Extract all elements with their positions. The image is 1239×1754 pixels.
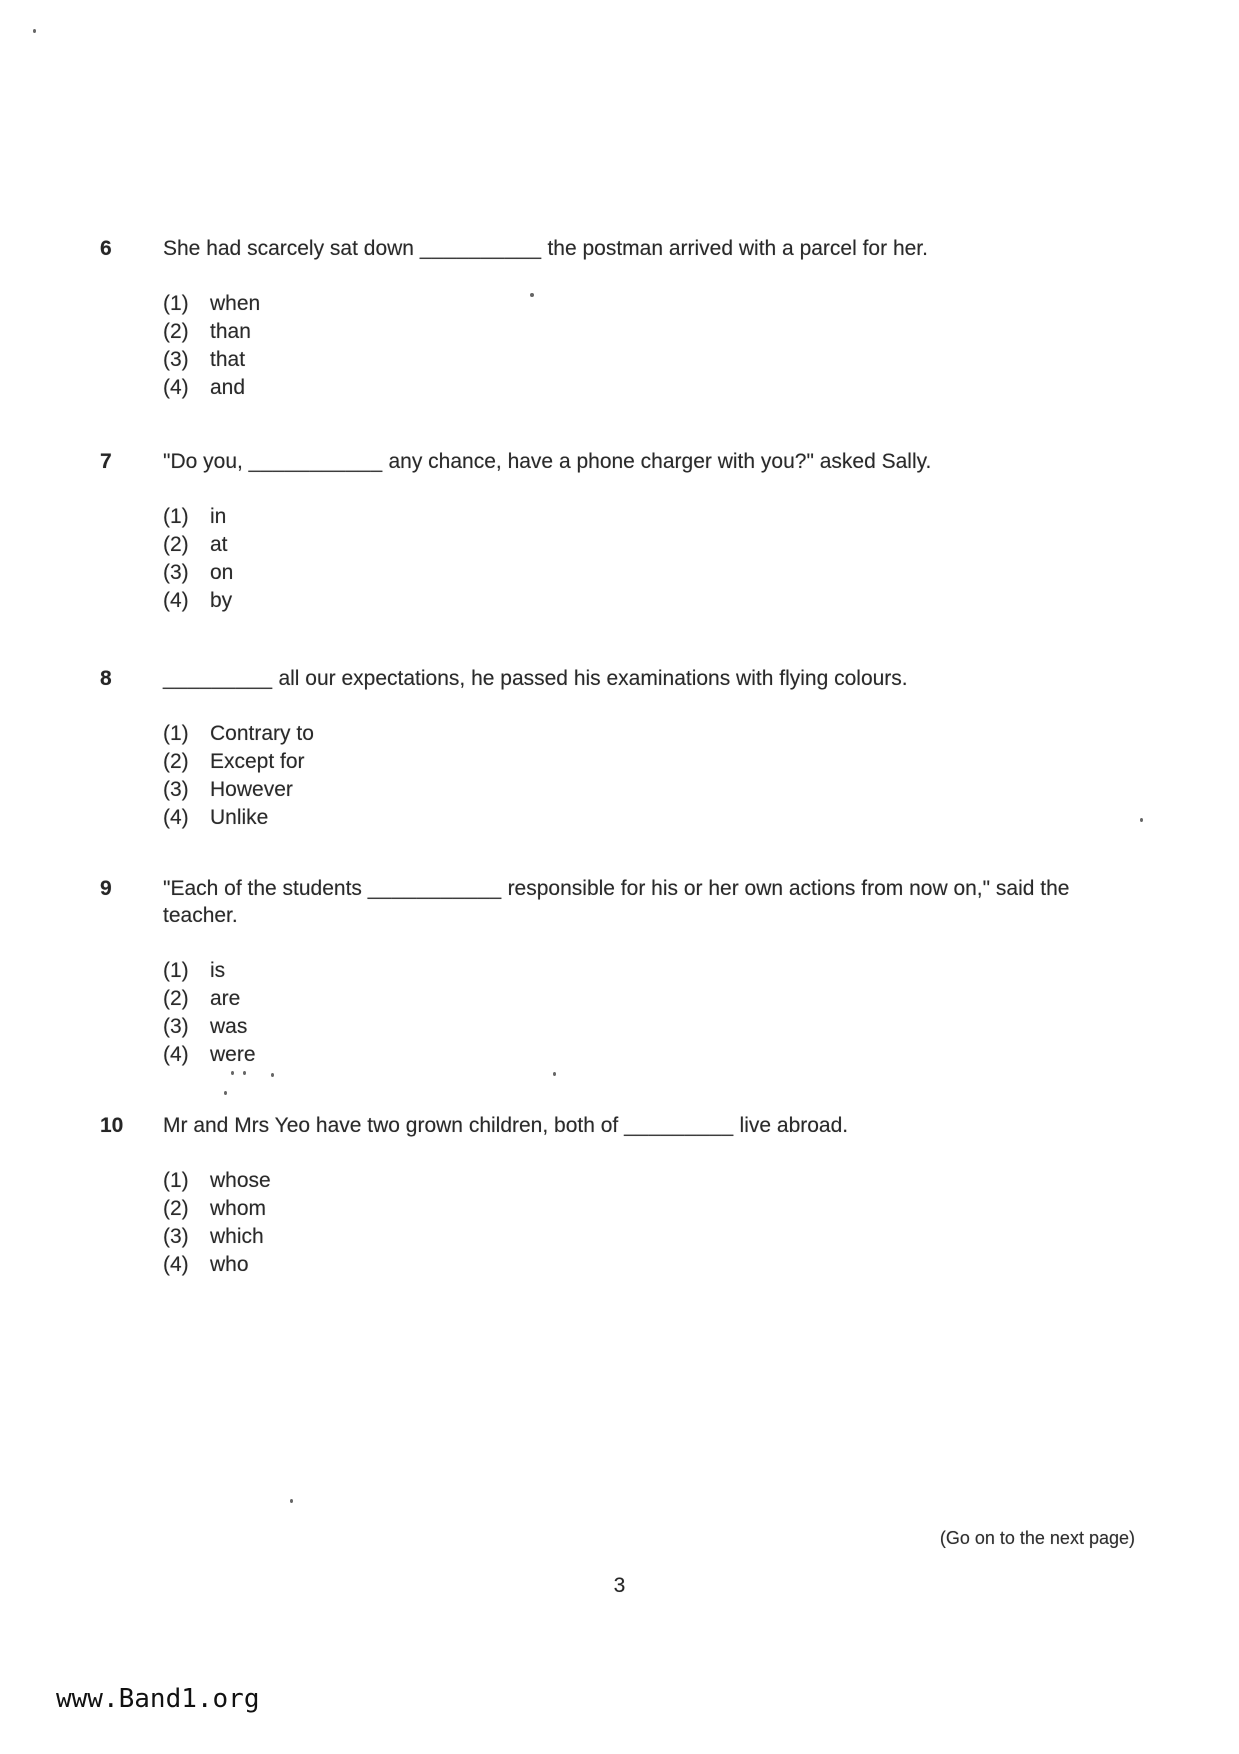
option-3 — [163, 1013, 1163, 1041]
answer-blank: _________ — [624, 1114, 734, 1137]
options-list — [163, 503, 1163, 615]
question-10 — [100, 1112, 1163, 1279]
option-text: is — [210, 959, 226, 982]
options-list — [163, 290, 1163, 402]
option-text: Except for — [210, 750, 305, 773]
option-label: (3) — [163, 778, 189, 801]
question-text-after: the postman arrived with a parcel for her. — [541, 237, 928, 260]
option-text: in — [210, 505, 227, 528]
option-label: (4) — [163, 1043, 189, 1066]
answer-blank: __________ — [419, 237, 542, 260]
question-number: 7 — [100, 450, 112, 473]
question-text — [163, 448, 1163, 475]
option-text: However — [210, 778, 293, 801]
option-label: (3) — [163, 561, 189, 584]
option-3 — [163, 776, 1163, 804]
option-text: whose — [210, 1169, 271, 1192]
question-text — [163, 665, 1163, 692]
question-text-after: responsible for his or her own actions from now on," said the — [501, 877, 1070, 900]
footer-next-page-note: (Go on to the next page) — [939, 1528, 1135, 1548]
page-number: 3 — [613, 1574, 626, 1597]
option-2 — [163, 531, 1163, 559]
option-label: (3) — [163, 348, 189, 371]
option-1 — [163, 290, 1163, 318]
option-4 — [163, 587, 1163, 615]
question-number: 9 — [100, 877, 112, 900]
option-1 — [163, 503, 1163, 531]
option-text: Unlike — [210, 806, 269, 829]
question-number: 8 — [100, 667, 112, 690]
option-text: on — [210, 561, 234, 584]
option-text: and — [210, 376, 246, 399]
question-8 — [100, 665, 1163, 832]
question-text-before: Mr and Mrs Yeo have two grown children, both of — [163, 1114, 625, 1137]
option-4 — [163, 1251, 1163, 1279]
option-label: (3) — [163, 1225, 189, 1248]
option-text: than — [210, 320, 251, 343]
option-label: (2) — [163, 320, 189, 343]
option-label: (4) — [163, 376, 189, 399]
question-text — [163, 1112, 1163, 1139]
scan-speck — [243, 1071, 246, 1075]
option-text: when — [210, 292, 261, 315]
option-4 — [163, 1041, 1163, 1069]
option-label: (1) — [163, 292, 189, 315]
question-text-line2: teacher. — [163, 904, 238, 927]
scan-speck — [553, 1072, 556, 1076]
scan-speck — [271, 1073, 274, 1077]
question-number: 6 — [100, 237, 112, 260]
option-1 — [163, 720, 1163, 748]
option-text: are — [210, 987, 241, 1010]
option-text: whom — [210, 1197, 267, 1220]
option-label: (3) — [163, 1015, 189, 1038]
answer-blank: ___________ — [367, 877, 502, 900]
option-text: were — [210, 1043, 256, 1066]
option-1 — [163, 957, 1163, 985]
question-body — [163, 1112, 1163, 1279]
option-3 — [163, 1223, 1163, 1251]
option-label: (1) — [163, 722, 189, 745]
option-label: (2) — [163, 987, 189, 1010]
option-text: at — [210, 533, 228, 556]
options-list — [163, 1167, 1163, 1279]
question-body — [163, 235, 1163, 402]
question-6 — [100, 235, 1163, 402]
scan-speck — [231, 1071, 234, 1075]
option-label: (4) — [163, 806, 189, 829]
scan-speck — [290, 1499, 293, 1503]
option-label: (2) — [163, 1197, 189, 1220]
question-text — [163, 235, 1163, 262]
option-label: (4) — [163, 1253, 189, 1276]
option-2 — [163, 1195, 1163, 1223]
option-text: Contrary to — [210, 722, 314, 745]
question-text-before: She had scarcely sat down — [163, 237, 420, 260]
option-3 — [163, 346, 1163, 374]
option-text: which — [210, 1225, 264, 1248]
question-text-after: any chance, have a phone charger with you?" asked Sally. — [382, 450, 932, 473]
question-text-before: "Do you, — [163, 450, 249, 473]
question-9 — [100, 875, 1163, 1069]
question-text-before: "Each of the students — [163, 877, 368, 900]
question-body — [163, 665, 1163, 832]
options-list — [163, 720, 1163, 832]
option-text: by — [210, 589, 233, 612]
scan-speck — [33, 29, 36, 33]
option-3 — [163, 559, 1163, 587]
question-body — [163, 448, 1163, 615]
question-text — [163, 875, 1163, 902]
question-text-after: all our expectations, he passed his examinations with flying colours. — [272, 667, 908, 690]
option-2 — [163, 985, 1163, 1013]
option-4 — [163, 374, 1163, 402]
option-2 — [163, 318, 1163, 346]
answer-blank: ___________ — [248, 450, 383, 473]
option-label: (2) — [163, 533, 189, 556]
option-label: (1) — [163, 1169, 189, 1192]
option-label: (1) — [163, 959, 189, 982]
option-label: (4) — [163, 589, 189, 612]
option-label: (1) — [163, 505, 189, 528]
option-4 — [163, 804, 1163, 832]
option-text: was — [210, 1015, 248, 1038]
question-number: 10 — [100, 1114, 124, 1137]
question-text-after: live abroad. — [733, 1114, 849, 1137]
option-2 — [163, 748, 1163, 776]
option-1 — [163, 1167, 1163, 1195]
options-list — [163, 957, 1163, 1069]
scan-speck — [224, 1091, 227, 1095]
question-7 — [100, 448, 1163, 615]
option-label: (2) — [163, 750, 189, 773]
watermark-url: www.Band1.org — [56, 1684, 260, 1714]
question-body — [163, 875, 1163, 1069]
answer-blank: _________ — [163, 667, 273, 690]
option-text: that — [210, 348, 246, 371]
option-text: who — [210, 1253, 249, 1276]
